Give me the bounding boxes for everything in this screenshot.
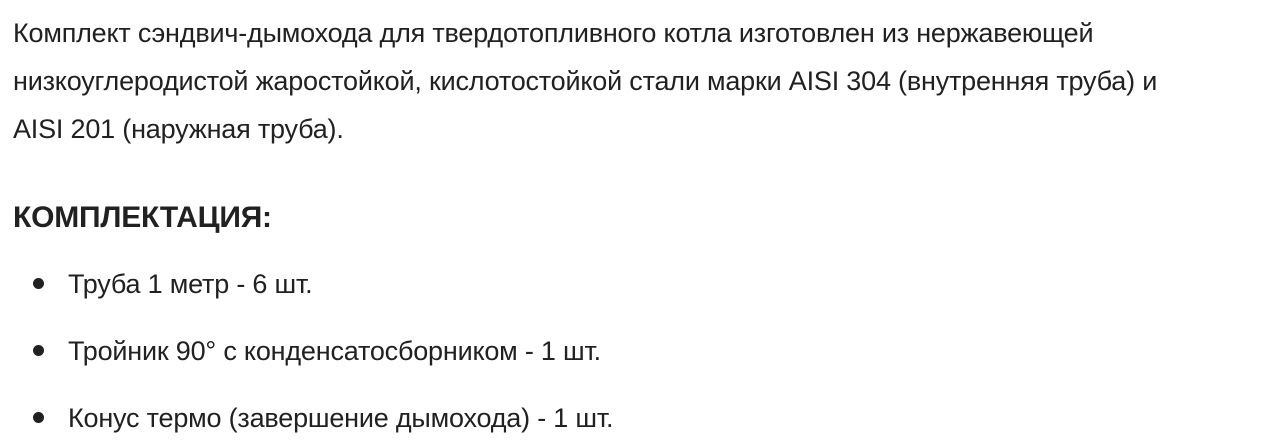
- list-item: [13, 269, 1280, 299]
- kit-heading: КОМПЛЕКТАЦИЯ:: [13, 201, 272, 234]
- description-line: Комплект сэндвич-дымохода для твердотопливного котла изготовлен из нержавеющей: [13, 18, 1094, 48]
- list-item-label: Тройник 90° с конденсатосборником - 1 шт.: [68, 336, 601, 366]
- description-paragraph: [13, 9, 1280, 153]
- bullet-icon: [33, 345, 44, 356]
- list-item: [13, 403, 1280, 433]
- description-line: AISI 201 (наружная труба).: [13, 114, 344, 144]
- list-item-label: Труба 1 метр - 6 шт.: [68, 269, 313, 299]
- list-item: [13, 336, 1280, 366]
- kit-list: [13, 269, 1280, 433]
- bullet-icon: [33, 412, 44, 423]
- list-item-label: Конус термо (завершение дымохода) - 1 шт.: [68, 403, 614, 433]
- bullet-icon: [33, 278, 44, 289]
- description-line: низкоуглеродистой жаростойкой, кислотостойкой стали марки AISI 304 (внутренняя труба) и: [13, 66, 1158, 96]
